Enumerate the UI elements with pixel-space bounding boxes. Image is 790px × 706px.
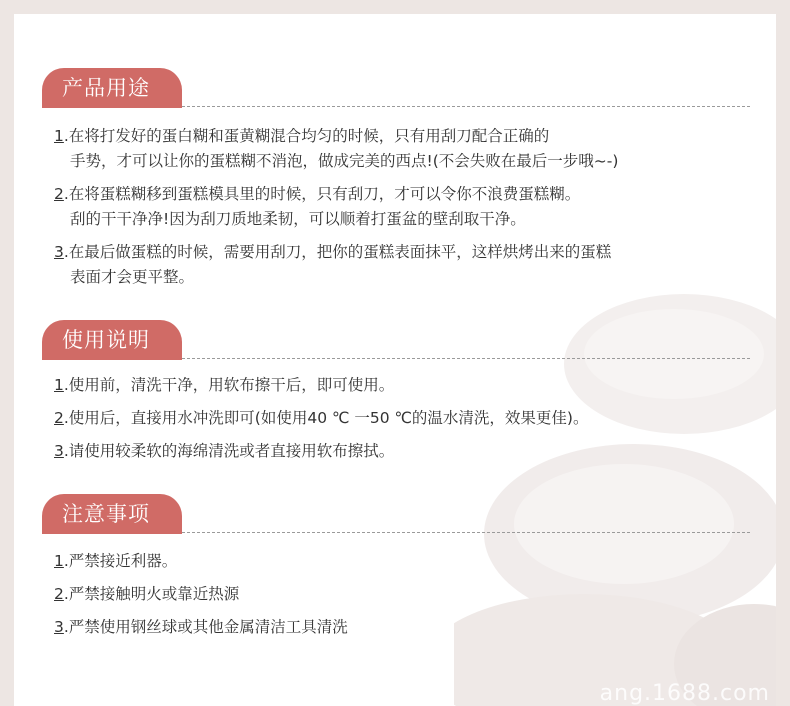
list-item (54, 182, 754, 232)
dashed-divider (182, 106, 750, 107)
list-item (54, 240, 754, 290)
item-number: 1 (54, 552, 64, 570)
item-number: 2 (54, 185, 64, 203)
list-item (54, 373, 754, 398)
item-text-continued: 刮的干干净净!因为刮刀质地柔韧，可以顺着打蛋盆的壁刮取干净。 (70, 210, 526, 228)
section-usage-instructions (14, 320, 776, 480)
list-item (54, 549, 754, 574)
list-item (54, 406, 754, 431)
list-item (54, 124, 754, 174)
dashed-divider (182, 532, 750, 533)
item-number: 3 (54, 243, 64, 261)
section-product-use (14, 68, 776, 308)
item-number: 2 (54, 585, 64, 603)
item-list (54, 549, 754, 648)
item-number: 2 (54, 409, 64, 427)
item-list (54, 373, 754, 472)
item-number: 3 (54, 618, 64, 636)
item-text: .使用前，清洗干净，用软布擦干后，即可使用。 (63, 376, 395, 394)
item-text: .请使用较柔软的海绵清洗或者直接用软布擦拭。 (63, 442, 395, 460)
item-text: .在将打发好的蛋白糊和蛋黄糊混合均匀的时候，只有用刮刀配合正确的 (63, 127, 550, 145)
item-text: .严禁使用钢丝球或其他金属清洁工具清洗 (63, 618, 348, 636)
item-text: .严禁接近利器。 (63, 552, 178, 570)
watermark-text: ang.1688.com (599, 681, 770, 706)
item-number: 3 (54, 442, 64, 460)
item-text: .使用后，直接用水冲洗即可(如使用40 ℃ 一50 ℃的温水清洗，效果更佳)。 (63, 409, 589, 427)
item-number: 1 (54, 376, 64, 394)
item-text-continued: 手势，才可以让你的蛋糕糊不消泡，做成完美的西点!(不会失败在最后一步哦~-) (70, 152, 619, 170)
list-item (54, 439, 754, 464)
item-number: 1 (54, 127, 64, 145)
section-title-tab: 使用说明 (42, 320, 182, 360)
section-title-tab: 注意事项 (42, 494, 182, 534)
item-text: .严禁接触明火或靠近热源 (63, 585, 240, 603)
item-text-continued: 表面才会更平整。 (70, 268, 195, 286)
content-card (14, 14, 776, 706)
dashed-divider (182, 358, 750, 359)
list-item (54, 615, 754, 640)
section-precautions (14, 494, 776, 664)
section-title-tab: 产品用途 (42, 68, 182, 108)
item-text: .在将蛋糕糊移到蛋糕模具里的时候，只有刮刀，才可以令你不浪费蛋糕糊。 (63, 185, 581, 203)
list-item (54, 582, 754, 607)
item-list (54, 124, 754, 298)
item-text: .在最后做蛋糕的时候，需要用刮刀，把你的蛋糕表面抹平，这样烘烤出来的蛋糕 (63, 243, 612, 261)
